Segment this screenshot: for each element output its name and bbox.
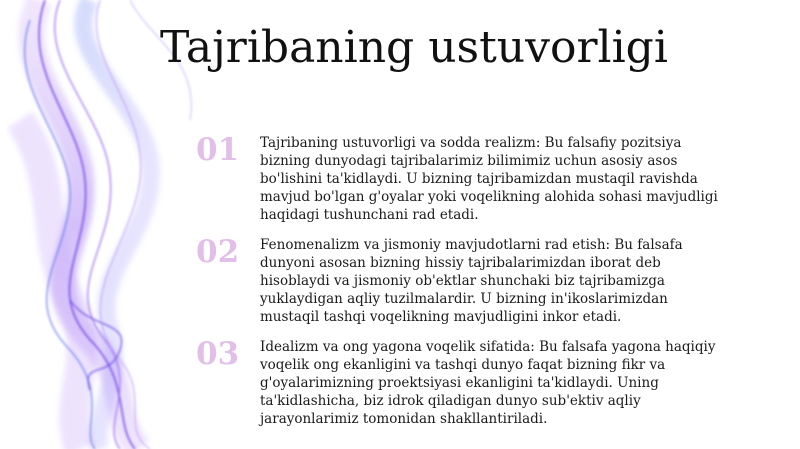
- item-text: Idealizm va ong yagona voqelik sifatida: Bu falsafa yagona haqiqiy voqelik ong ekanligini va tashqi dunyo faqat bizning fikr va g'oyalarimizning proektsiyasi ekanligini ta'kidlaydi. Uning ta'kidlashicha, biz idrok qiladigan dunyo sub'ektiv aqliy jarayonlarimiz tomonidan shakllantiriladi.: [260, 339, 716, 427]
- item-text: Fenomenalizm va jismoniy mavjudotlarni rad etish: Bu falsafa dunyoni asosan bizning hissiy tajribalarimizdan iborat deb hisoblaydi va jismoniy ob'ektlar shunchaki biz tajribamizga yuklaydigan aqliy tuzilmalardir. U bizning in'ikoslarimizdan mustaqil tashqi voqelikning mavjudligini inkor etadi.: [260, 237, 683, 325]
- list-item: [196, 236, 786, 332]
- item-number: 01: [196, 132, 240, 168]
- list-item: [196, 338, 786, 434]
- list-item: [196, 134, 786, 230]
- item-number: 03: [196, 336, 240, 372]
- item-text: Tajribaning ustuvorligi va sodda realizm: Bu falsafiy pozitsiya bizning dunyodagi tajribalarimiz bilimimiz uchun asosiy asos bo'lishini ta'kidlaydi. U bizning tajribamizdan mustaqil ravishda mavjud bo'lgan g'oyalar yoki voqelikning alohida sohasi mavjudligi haqidagi tushunchani rad etadi.: [260, 135, 718, 223]
- slide-title: Tajribaning ustuvorligi: [160, 22, 668, 73]
- item-number: 02: [196, 234, 240, 270]
